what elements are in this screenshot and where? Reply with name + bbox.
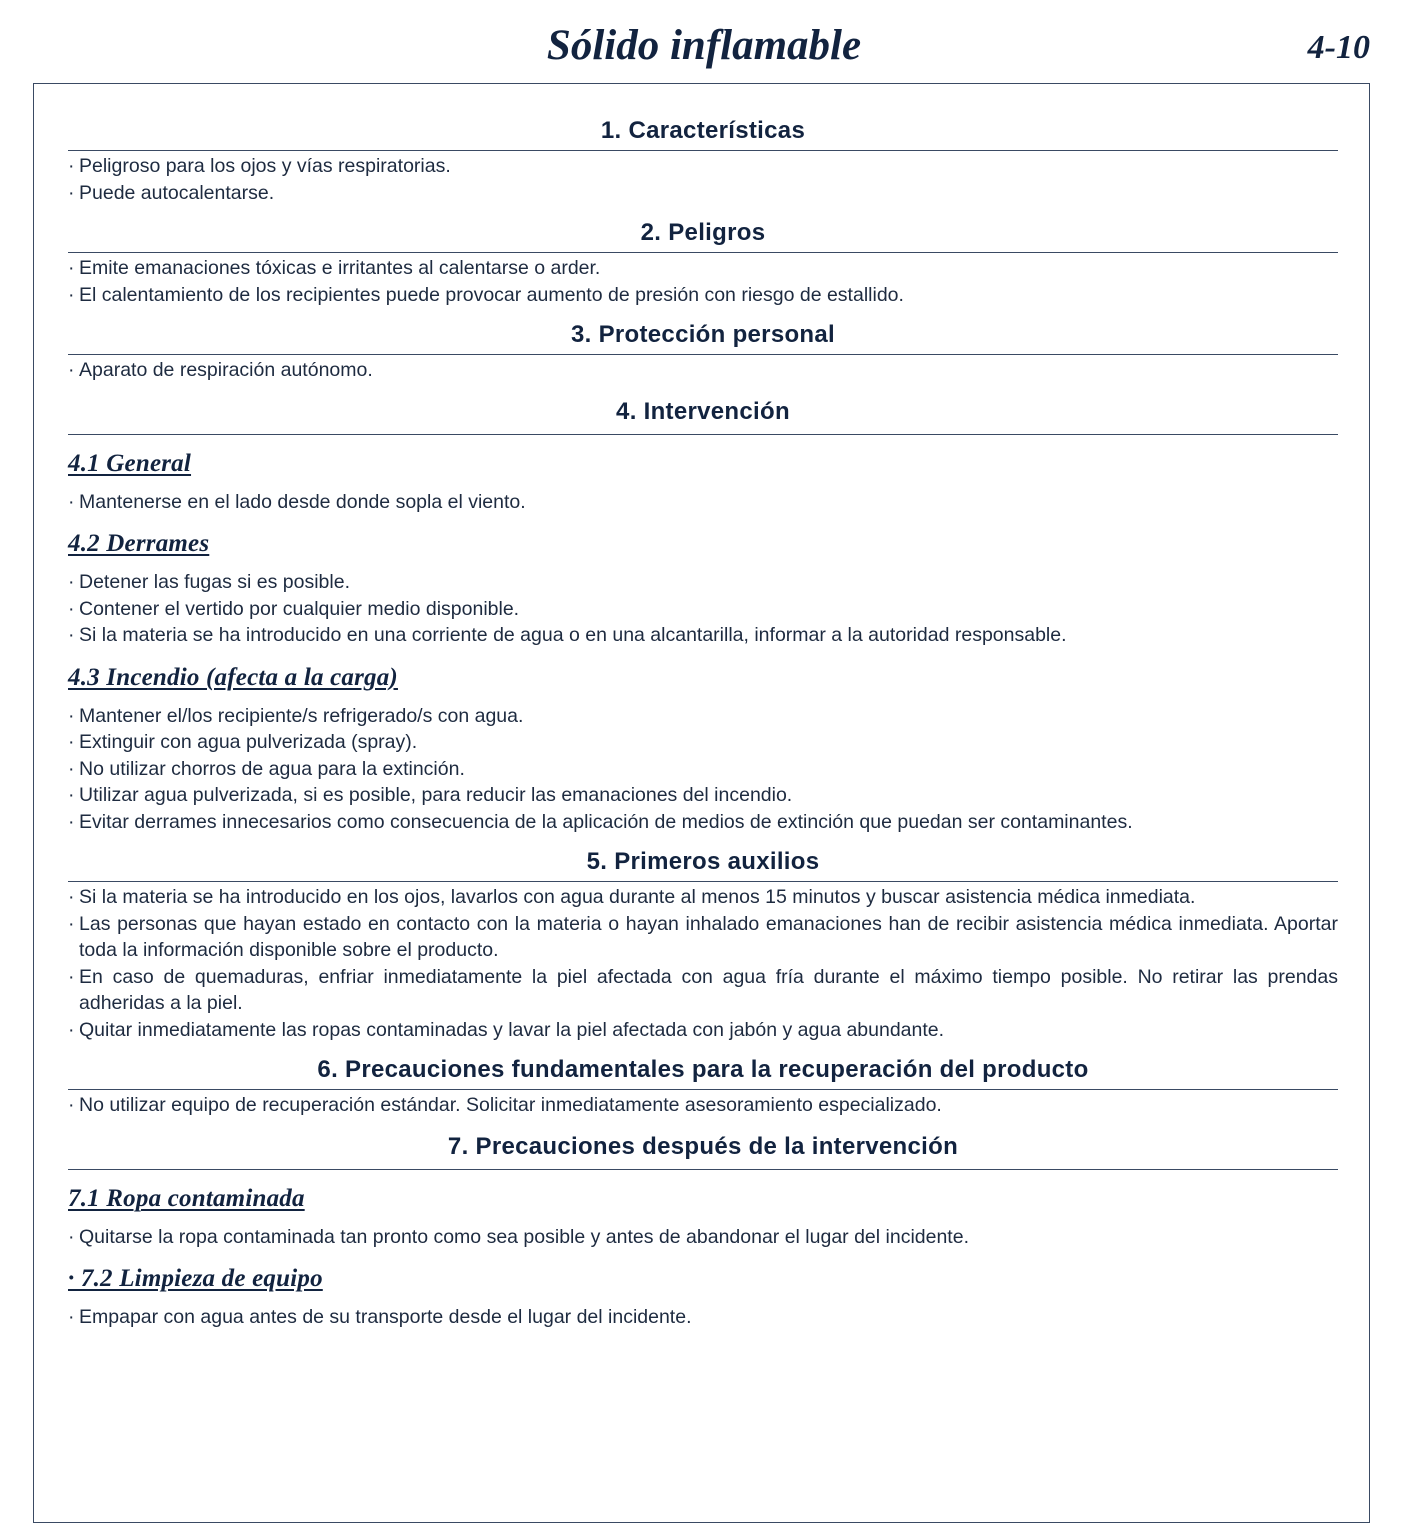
section-heading: 6. Precauciones fundamentales para la recuperación del producto	[68, 1051, 1338, 1090]
subsection-heading-general: 4.1 General	[68, 449, 192, 477]
list-item: · Mantener el/los recipiente/s refrigerado/s con agua.	[68, 703, 1338, 730]
section-heading: 5. Primeros auxilios	[68, 843, 1338, 882]
bullet-list	[68, 1224, 1338, 1251]
bullet-list	[68, 489, 1338, 516]
list-item: · Quitarse la ropa contaminada tan pronto como sea posible y antes de abandonar el lugar del incidente.	[68, 1224, 1338, 1251]
list-item: · Extinguir con agua pulverizada (spray).	[68, 729, 1338, 756]
bullet-list	[68, 255, 1338, 308]
document-body	[68, 112, 1338, 1331]
list-item: · En caso de quemaduras, enfriar inmediatamente la piel afectada con agua fría durante el máximo tiempo posible. No retirar las prendas adheridas a la piel.	[68, 964, 1338, 1017]
bullet-list	[68, 1092, 1338, 1119]
section-intervencion	[68, 390, 1338, 836]
list-item: · Aparato de respiración autónomo.	[68, 357, 1338, 384]
section-caracteristicas	[68, 112, 1338, 206]
list-item: · Evitar derrames innecesarios como consecuencia de la aplicación de medios de extinción que puedan ser contaminantes.	[68, 809, 1338, 836]
bullet-list	[68, 569, 1338, 649]
page-title: Sólido inflamable	[546, 22, 862, 69]
section-primeros-auxilios	[68, 843, 1338, 1043]
subsection-heading-incendio: 4.3 Incendio (afecta a la carga)	[68, 663, 398, 691]
subsection-heading-ropa-contaminada: 7.1 Ropa contaminada	[68, 1184, 305, 1212]
bullet-list	[68, 153, 1338, 206]
section-heading: 1. Características	[68, 112, 1338, 151]
list-item: · El calentamiento de los recipientes puede provocar aumento de presión con riesgo de estallido.	[68, 282, 1338, 309]
bullet-list	[68, 1304, 1338, 1331]
list-item: · Peligroso para los ojos y vías respiratorias.	[68, 153, 1338, 180]
list-item: · Si la materia se ha introducido en los ojos, lavarlos con agua durante al menos 15 minutos y buscar asistencia médica inmediata.	[68, 884, 1338, 911]
bullet-list	[68, 703, 1338, 836]
list-item: · Mantenerse en el lado desde donde sopla el viento.	[68, 489, 1338, 516]
list-item: · Las personas que hayan estado en contacto con la materia o hayan inhalado emanaciones han de recibir asistencia médica inmediata. Aportar toda la información disponible sobre el producto.	[68, 911, 1338, 964]
section-precauciones-despues	[68, 1125, 1338, 1331]
list-item: · Emite emanaciones tóxicas e irritantes al calentarse o arder.	[68, 255, 1338, 282]
section-peligros	[68, 214, 1338, 308]
list-item: · Empapar con agua antes de su transporte desde el lugar del incidente.	[68, 1304, 1338, 1331]
bullet-list	[68, 884, 1338, 1043]
subsection-heading-derrames: 4.2 Derrames	[68, 530, 210, 557]
list-item: · Puede autocalentarse.	[68, 180, 1338, 207]
section-precauciones-recuperacion	[68, 1051, 1338, 1119]
list-item: · Utilizar agua pulverizada, si es posible, para reducir las emanaciones del incendio.	[68, 782, 1338, 809]
bullet-list	[68, 357, 1338, 384]
list-item: · No utilizar chorros de agua para la extinción.	[68, 756, 1338, 783]
section-heading: 2. Peligros	[68, 214, 1338, 253]
page-number: 4-10	[1307, 29, 1370, 66]
section-heading: 7. Precauciones después de la intervención	[68, 1125, 1338, 1170]
subsection-heading-limpieza-equipo: · 7.2 Limpieza de equipo	[68, 1265, 323, 1292]
list-item: · Quitar inmediatamente las ropas contaminadas y lavar la piel afectada con jabón y agua abundante.	[68, 1017, 1338, 1044]
list-item: · Si la materia se ha introducido en una corriente de agua o en una alcantarilla, informar a la autoridad responsable.	[68, 622, 1338, 649]
list-item: · Detener las fugas si es posible.	[68, 569, 1338, 596]
section-proteccion-personal	[68, 316, 1338, 384]
section-heading: 4. Intervención	[68, 390, 1338, 435]
section-heading: 3. Protección personal	[68, 316, 1338, 355]
list-item: · Contener el vertido por cualquier medio disponible.	[68, 596, 1338, 623]
list-item: · No utilizar equipo de recuperación estándar. Solicitar inmediatamente asesoramiento especializado.	[68, 1092, 1338, 1119]
